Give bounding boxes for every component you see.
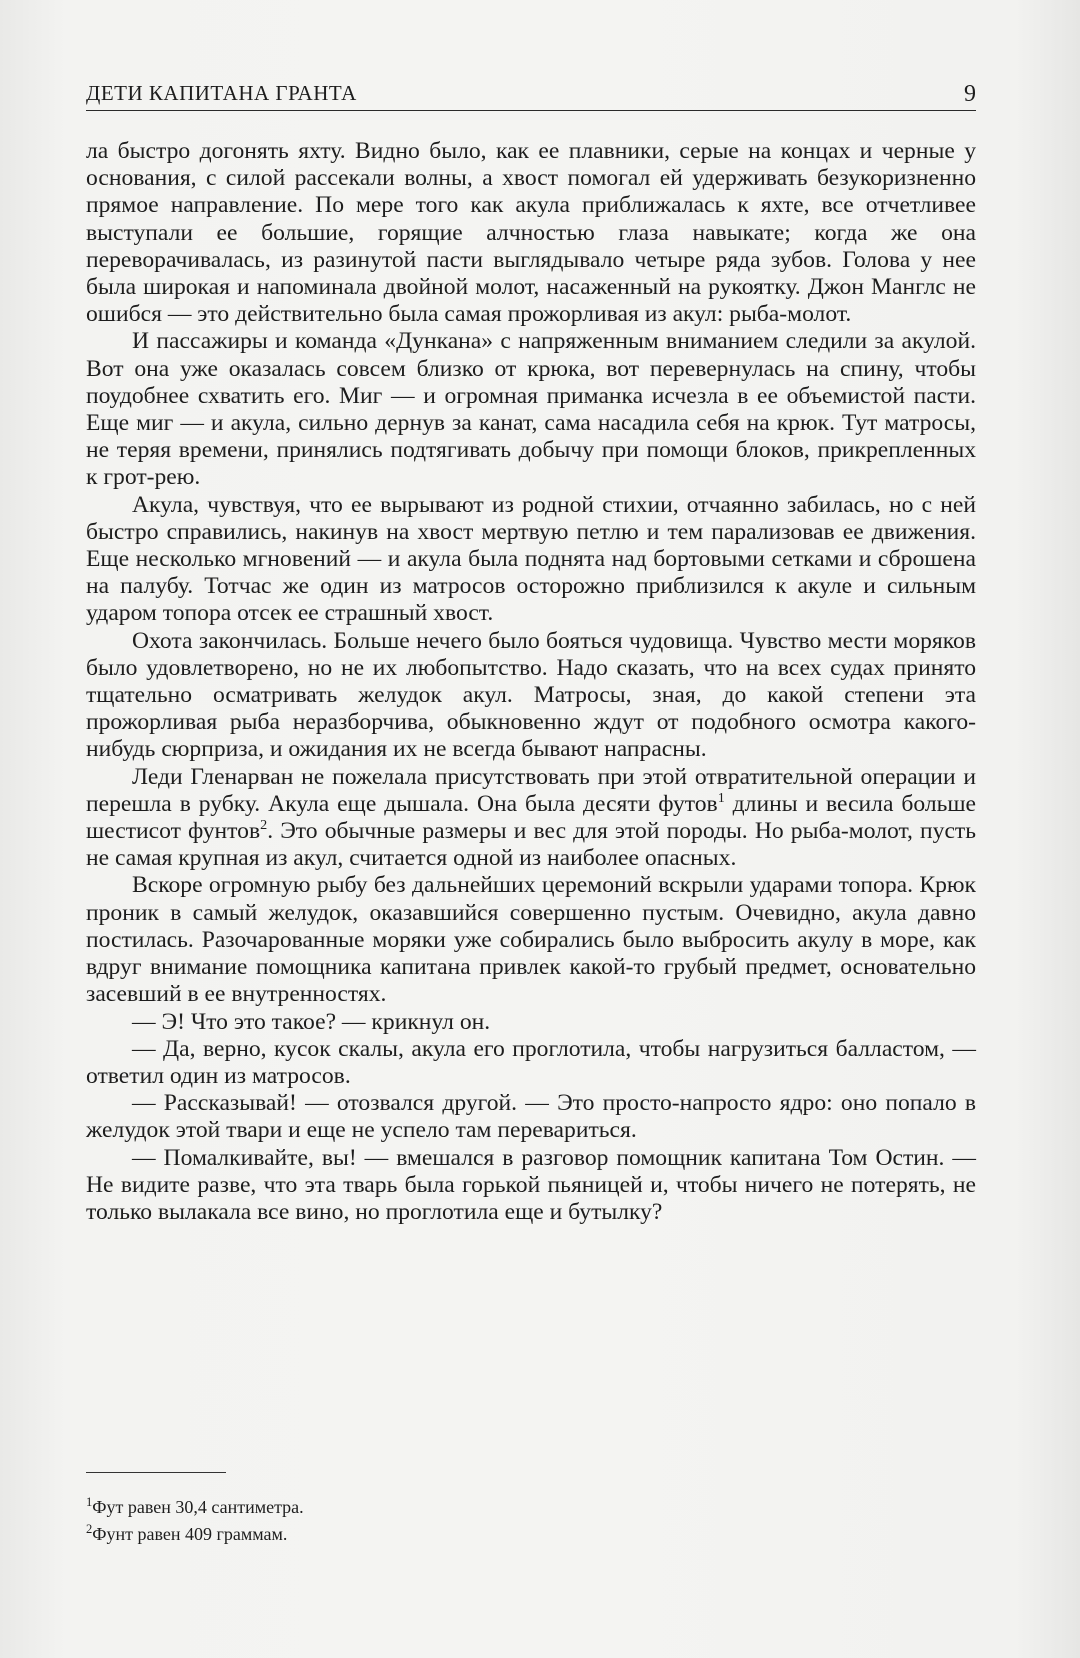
footnote-mark: 2 — [86, 1522, 93, 1536]
paragraph-1 — [86, 138, 976, 328]
footnote-divider — [86, 1472, 226, 1473]
footnote-text: Фут равен 30,4 сантиметра. — [92, 1497, 304, 1517]
paragraph-text: Леди Гленарван не пожелала присутствовать при этой отвратительной операции и перешла в рубку. Акула еще дышала. Она была десяти футов — [86, 763, 976, 817]
footnote-2 — [86, 1521, 976, 1548]
paragraph-text: — Э! Что это такое? — крикнул он. — [132, 1008, 491, 1035]
paragraph-5 — [86, 764, 976, 873]
footnote-mark: 1 — [86, 1495, 93, 1509]
paragraph-text: Вскоре огромную рыбу без дальнейших церемоний вскрыли ударами топора. Крюк проник в самый желудок, оказавшийся совершенно пустым. Очевидно, акула давно постилась. Разочарованные моряки уже собирались было выбросить акулу в море, как вдруг внимание помощника капитана привлек какой-то грубый предмет, основательно засевший в ее внутренностях. — [86, 872, 976, 1008]
paragraph-text: . Это обычные размеры и вес для этой породы. Но рыба-молот, пусть не самая крупная из акул, считается одной из наиболее опасных. — [86, 818, 976, 872]
paragraph-6 — [86, 872, 976, 1008]
running-header — [86, 78, 976, 111]
footnote-ref-2: 2 — [260, 817, 268, 834]
dialogue-line-3 — [86, 1090, 976, 1144]
paragraph-text: Акула, чувствуя, что ее вырывают из родной стихии, отчаянно забилась, но с ней быстро справились, накинув на хвост мертвую петлю и тем парализовав ее движения. Еще несколько мгновений — и акула была поднята над бортовыми сетками и сброшена на палубу. Тотчас же один из матросов осторожно приблизился к акуле и сильным ударом топора отсек ее страшный хвост. — [86, 491, 976, 627]
paragraph-text: И пассажиры и команда «Дункана» с напряженным вниманием следили за акулой. Вот она уже оказалась совсем близко от крюка, вот перевернулась на спину, чтобы поудобнее схватить его. Миг — и огромная приманка исчезла в ее объемистой пасти. Еще миг — и акула, сильно дернув за канат, сама насадила себя на крюк. Тут матросы, не теряя времени, принялись подтягивать добычу при помощи блоков, прикрепленных к грот-рею. — [86, 328, 976, 491]
paragraph-3 — [86, 492, 976, 628]
footnote-text: Фунт равен 409 граммам. — [92, 1524, 288, 1544]
paragraph-text: — Рассказывай! — отозвался другой. — Это просто-напросто ядро: оно попало в желудок этой твари и еще не успело там перевариться. — [86, 1090, 976, 1144]
paragraph-2 — [86, 328, 976, 491]
dialogue-line-1 — [86, 1009, 976, 1036]
paragraph-text: Охота закончилась. Больше нечего было бояться чудовища. Чувство мести моряков было удовлетворено, но не их любопытство. Надо сказать, что на всех судах принято тщательно осматривать желудок акул. Матросы, зная, до какой степени эта прожорливая рыба неразборчива, обыкновенно ждут от подобного осмотра какого-нибудь сюрприза, и ожидания их не всегда бывают напрасны. — [86, 627, 976, 763]
paragraph-text: — Помалкивайте, вы! — вмешался в разговор помощник капитана Том Остин. — Не видите разве, что эта тварь была горькой пьяницей и, чтобы ничего не потерять, не только вылакала все вино, но проглотила еще и бутылку? — [86, 1144, 976, 1225]
paragraph-text: длины и весила больше шестисот фунтов — [86, 790, 976, 845]
running-title: ДЕТИ КАПИТАНА ГРАНТА — [86, 81, 357, 105]
footnote-ref-1: 1 — [717, 790, 725, 807]
dialogue-line-4 — [86, 1145, 976, 1227]
page-number: 9 — [964, 81, 976, 107]
dialogue-line-2 — [86, 1036, 976, 1090]
paragraph-text: — Да, верно, кусок скалы, акула его проглотила, чтобы нагрузиться балластом, — ответил один из матросов. — [86, 1035, 976, 1089]
footnote-1 — [86, 1494, 976, 1521]
body-text — [86, 138, 976, 1226]
paragraph-text: ла быстро догонять яхту. Видно было, как ее плавники, серые на концах и черные у основания, с силой рассекали волны, а хвост помогал ей удерживать безукоризненно прямое направление. По мере того как акула приближалась к яхте, все отчетливее выступали ее большие, горящие алчностью глаза навыкате; когда же она переворачивалась, из разинутой пасти выглядывало четыре ряда зубов. Голова у нее была широкая и напоминала двойной молот, насаженный на рукоятку. Джон Манглс не ошибся — это действительно была самая прожорливая из акул: рыба-молот. — [86, 138, 976, 328]
paragraph-4 — [86, 628, 976, 764]
footnotes — [86, 1494, 976, 1548]
